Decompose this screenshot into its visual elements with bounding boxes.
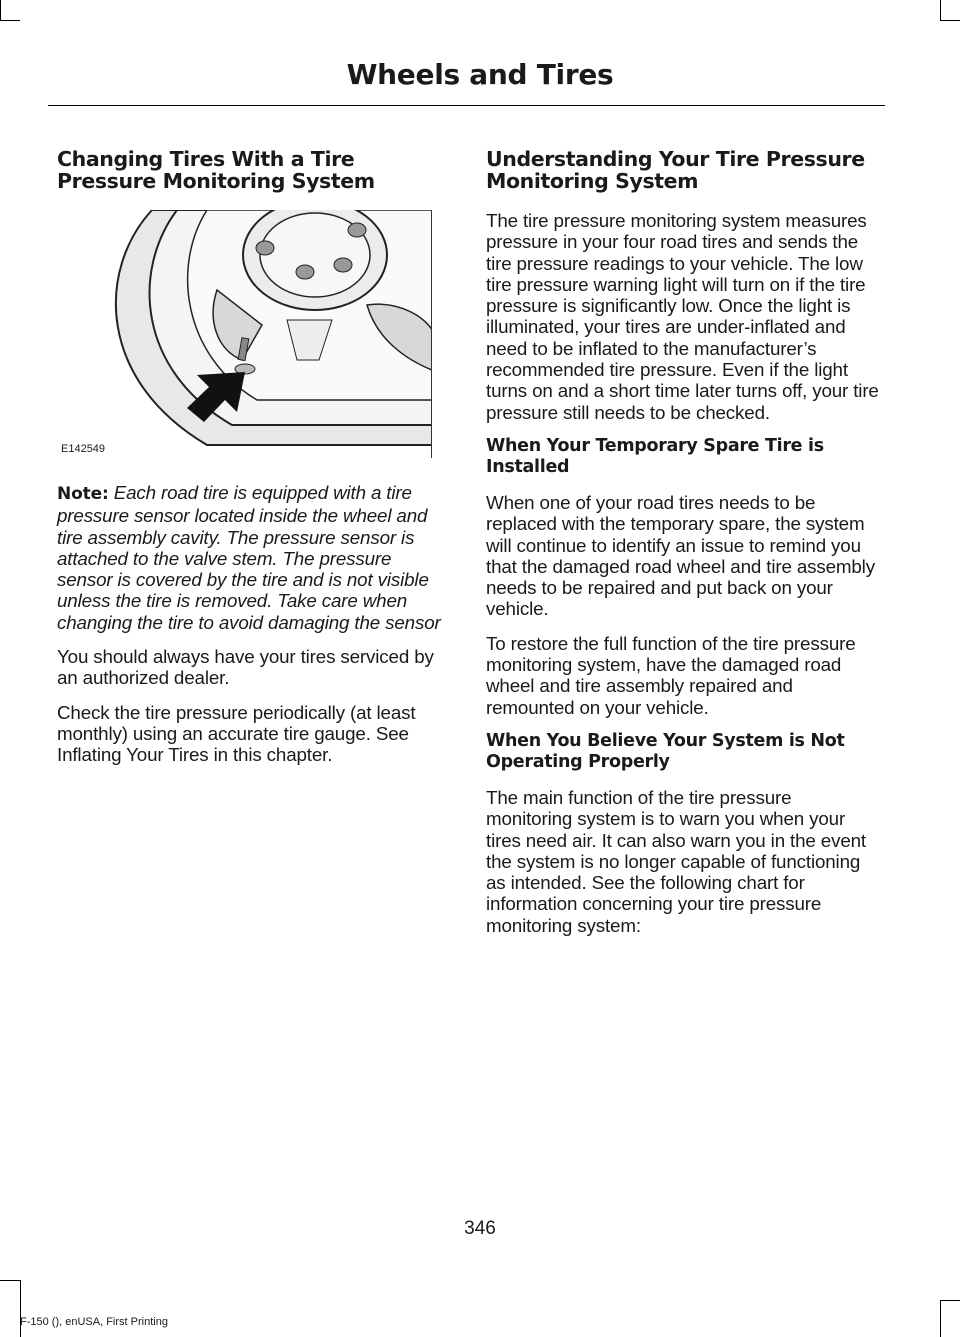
section-heading-changing-tires: Changing Tires With a Tire Pressure Monitoring System [57,147,375,193]
body-paragraph: The tire pressure monitoring system measures pressure in your four road tires and sends the tire pressure readings to your vehicle. The low tire pressure warning light will turn on if the tire pressure is significantly low. Once the light is illuminated, your tires are under-inflated and need to be inflated to the manufacturer’s recommended tire pressure. Even if the light turns on and a short time later turns off, your tire pressure still needs to be checked. [486,210,879,423]
note-label: Note: [57,484,109,504]
crop-mark [940,20,960,21]
page-number: 346 [464,1218,496,1239]
crop-mark [940,0,941,20]
subheading-temporary-spare: When Your Temporary Spare Tire is Installed [486,435,824,477]
body-paragraph: The main function of the tire pressure monitoring system is to warn you when your tires need air. It can also warn you in the event the system is no longer capable of functioning as intended. See the following chart for information concerning your tire pressure monitoring system: [486,786,866,936]
figure-border [431,210,432,458]
body-paragraph: You should always have your tires serviced by an authorized dealer. [57,646,434,689]
wheel-valve-stem-figure [57,210,432,458]
crop-mark [0,20,20,21]
figure-code: E142549 [61,443,106,455]
body-paragraph: To restore the full function of the tire pressure monitoring system, have the damaged road wheel and tire assembly repaired and remounted on your vehicle. [486,632,856,718]
left-column [57,148,449,779]
right-column [486,148,882,949]
note-paragraph [57,482,449,633]
crop-mark [0,0,1,20]
crop-mark [0,1280,20,1281]
subheading-not-operating: When You Believe Your System is Not Operating Properly [486,730,845,772]
crop-mark [940,1300,941,1337]
header-divider [48,105,885,106]
body-paragraph: When one of your road tires needs to be replaced with the temporary spare, the system will continue to identify an issue to remind you that the damaged road wheel and tire assembly needs to be repaired and put back on your vehicle. [486,491,875,620]
body-paragraph: Check the tire pressure periodically (at least monthly) using an accurate tire gauge. See Inflating Your Tires in this chapter. [57,701,416,766]
page-title: Wheels and Tires [346,58,614,91]
section-heading-understanding-tpms: Understanding Your Tire Pressure Monitoring System [486,147,865,193]
crop-mark [20,1280,21,1337]
crop-mark [940,1300,960,1301]
wheel-illustration [57,210,432,458]
note-text: Each road tire is equipped with a tire pressure sensor located inside the wheel and tire assembly cavity. The pressure sensor is attached to the valve stem. The pressure sensor is covered by the tire and is not visible unless the tire is removed. Take care when changing the tire to avoid damaging the sensor [57,482,441,633]
footer-text: F-150 (), enUSA, First Printing [20,1316,168,1328]
